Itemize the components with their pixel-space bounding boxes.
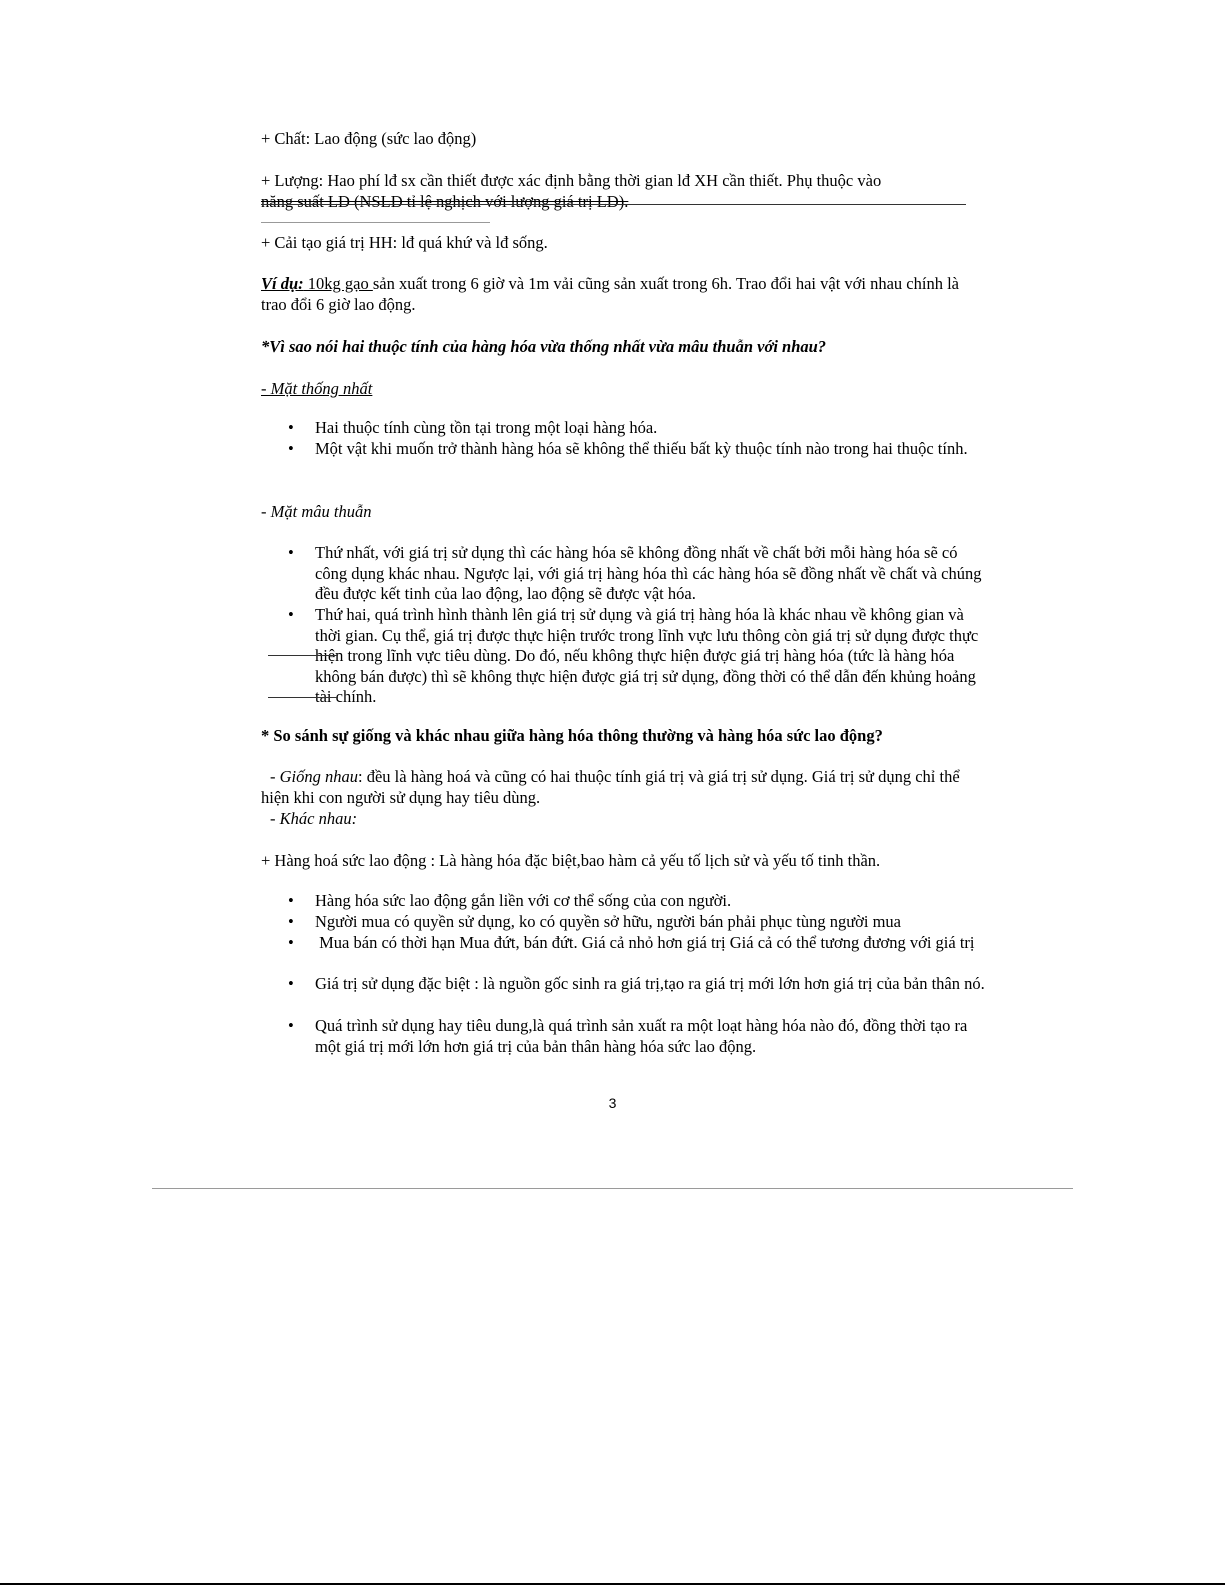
list-item — [288, 974, 993, 995]
list-item — [288, 891, 993, 912]
list-item — [288, 933, 993, 954]
list-item — [288, 1016, 993, 1057]
line-cai-tao: + Cải tạo giá trị HH: lđ quá khứ và lđ sống. — [261, 233, 548, 252]
list-item-text: Người mua có quyền sử dụng, ko có quyền sở hữu, người bán phải phục tùng người mua — [315, 912, 901, 931]
bullet: • — [288, 933, 294, 952]
bullet: • — [288, 418, 294, 437]
question-heading-2: * So sánh sự giống và khác nhau giữa hàng hóa thông thường và hàng hóa sức lao động? — [261, 726, 883, 745]
example-text: sản xuất trong 6 giờ và 1m vải cũng sản xuất trong 6h. Trao đổi hai vật với nhau chính là trao đổi 6 giờ lao động. — [261, 274, 959, 314]
bullet: • — [288, 891, 294, 910]
bullet: • — [288, 1016, 294, 1035]
strike-rule — [261, 204, 966, 205]
section-thong-nhat — [261, 378, 966, 399]
list-item-text: Mua bán có thời hạn Mua đứt, bán đứt. Giá cả nhỏ hơn giá trị Giá cả có thể tương đương với giá trị — [315, 933, 975, 952]
giong-nhau-label: - Giống nhau — [270, 767, 358, 786]
list-item-text: Thứ hai, quá trình hình thành lên giá trị sử dụng và giá trị hàng hóa là khác nhau về không gian và thời gian. Cụ thể, giá trị được thực hiện trước trong lĩnh vực lưu thông còn giá trị sử dụng được thực hiện trong lĩnh vực tiêu dùng. Do đó, nếu không thực hiện được giá trị hàng hóa (tức là hàng hóa không bán được) thì sẽ không thực hiện được giá trị sử dụng, đồng thời có thể dẫn đến khủng hoảng tài chính. — [315, 605, 979, 706]
strike-rule — [268, 697, 338, 698]
list-item — [288, 439, 993, 460]
list-item-text: Hai thuộc tính cùng tồn tại trong một loại hàng hóa. — [315, 418, 658, 437]
bullet: • — [288, 543, 294, 562]
example-label: Ví dụ: — [261, 274, 304, 293]
bullet: • — [288, 912, 294, 931]
example-underlined: 10kg gạo — [303, 274, 373, 293]
section-thong-nhat-label: - Mặt thống nhất — [261, 379, 373, 398]
line-luong-text: + Lượng: Hao phí lđ sx cần thiết được xác định bằng thời gian lđ XH cần thiết. Phụ thuộc vào — [261, 171, 882, 190]
page-number: 3 — [608, 1095, 617, 1111]
list-item — [288, 543, 993, 605]
question-heading-1: *Vì sao nói hai thuộc tính của hàng hóa vừa thống nhất vừa mâu thuẫn với nhau? — [261, 337, 827, 356]
line-hang-hoa-sld: + Hàng hoá sức lao động : Là hàng hóa đặc biệt,bao hàm cả yếu tố lịch sử và yếu tố tinh thần. — [261, 851, 881, 870]
page-separator — [152, 1188, 1073, 1189]
line-luong — [261, 170, 966, 212]
list-item — [288, 605, 993, 708]
list-item-text: Một vật khi muốn trở thành hàng hóa sẽ không thể thiếu bất kỳ thuộc tính nào trong hai thuộc tính. — [315, 439, 968, 458]
khac-nhau-label: - Khác nhau: — [270, 809, 358, 828]
line-luong-strike: năng suất LĐ (NSLĐ tỉ lệ nghịch với lượng giá trị LĐ). — [261, 192, 629, 211]
list-item-text: Giá trị sử dụng đặc biệt : là nguồn gốc sinh ra giá trị,tạo ra giá trị mới lớn hơn giá trị của bản thân nó. — [315, 974, 985, 993]
divider — [261, 222, 490, 223]
section-mau-thuan: - Mặt mâu thuẫn — [261, 502, 372, 521]
bullet: • — [288, 974, 294, 993]
list-item-text: Thứ nhất, với giá trị sử dụng thì các hàng hóa sẽ không đồng nhất về chất bởi mỗi hàng hóa sẽ có công dụng khác nhau. Ngược lại, với giá trị hàng hóa thì các hàng hóa sẽ đồng nhất về chất và chúng đều được kết tinh của lao động, lao động sẽ được vật hóa. — [315, 543, 982, 603]
list-item-text: Quá trình sử dụng hay tiêu dung,là quá trình sản xuất ra một loạt hàng hóa nào đó, đồng thời tạo ra một giá trị mới lớn hơn giá trị của bản thân hàng hóa sức lao động. — [315, 1016, 968, 1056]
giong-nhau-text: : đều là hàng hoá và cũng có hai thuộc tính giá trị và giá trị sử dụng. Giá trị sử dụng chỉ thể hiện khi con người sử dụng hay tiêu dùng. — [261, 767, 960, 807]
example-paragraph — [261, 273, 966, 315]
bullet: • — [288, 439, 294, 458]
strike-rule — [268, 655, 338, 656]
bullet: • — [288, 605, 294, 624]
line-chat: + Chất: Lao động (sức lao động) — [261, 129, 477, 148]
list-item-text: Hàng hóa sức lao động gắn liền với cơ thể sống của con người. — [315, 891, 732, 910]
list-item — [288, 912, 993, 933]
list-item — [288, 418, 993, 439]
giong-nhau-paragraph — [261, 766, 966, 808]
